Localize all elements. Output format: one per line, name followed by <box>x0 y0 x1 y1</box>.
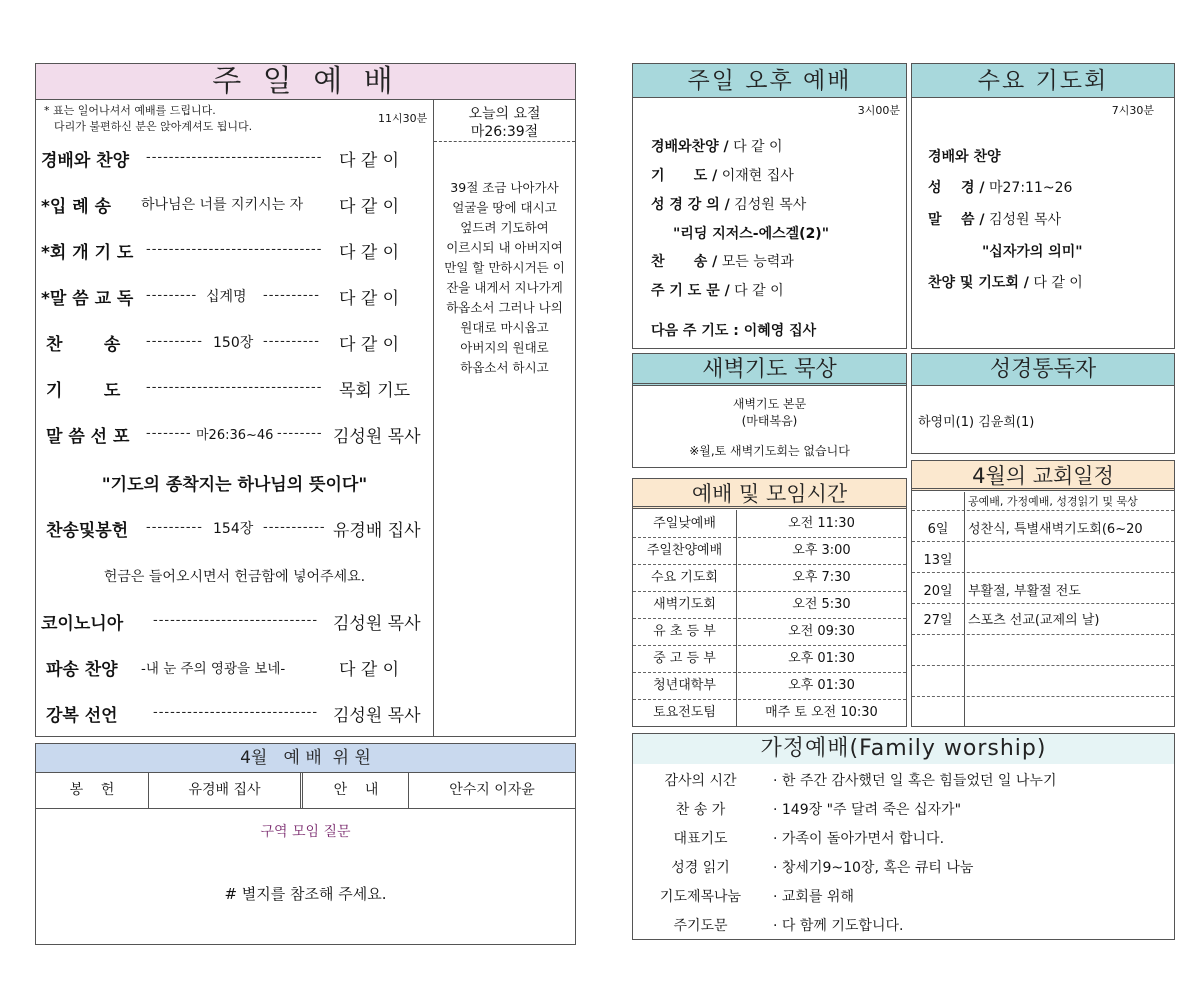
family-value: · 교회를 위해 <box>773 889 854 905</box>
order-label: 말 씀 선 포 <box>46 427 130 447</box>
order-leader: 다 같 이 <box>339 289 400 309</box>
main-service-panel <box>35 63 576 737</box>
verse-line: 하옵소서 하시고 <box>460 360 549 375</box>
order-leader-dots: ----------------------------- <box>153 613 319 628</box>
order-leader: 다 같 이 <box>339 151 400 171</box>
meeting-time: 오후 01:30 <box>788 678 855 693</box>
verse-line: 엎드려 기도하여 <box>460 220 549 235</box>
key-verse-text <box>434 178 575 378</box>
meeting-row <box>633 591 906 619</box>
dawn-line-1: 새벽기도 본문 <box>732 397 807 411</box>
order-leader-dots: -------- <box>146 426 192 441</box>
schedule-event: 스포츠 선교(교제의 날) <box>968 613 1100 628</box>
afternoon-item <box>651 251 794 271</box>
schedule-event: 공예배, 가정예배, 성경읽기 및 묵상 <box>968 495 1138 508</box>
committee-panel <box>35 743 576 945</box>
order-leader: 다 같 이 <box>339 243 400 263</box>
meeting-row <box>633 564 906 592</box>
order-label: 찬 송 <box>46 335 121 355</box>
order-row <box>41 609 431 633</box>
family-value: · 한 주간 감사했던 일 혹은 힘들었던 일 나누기 <box>773 773 1057 789</box>
order-leader: 다 같 이 <box>339 335 400 355</box>
order-leader-dots: ---------- <box>263 288 320 303</box>
meeting-time: 매주 토 오전 10:30 <box>765 705 878 720</box>
order-row <box>41 376 431 400</box>
meeting-time: 오전 11:30 <box>788 516 855 531</box>
key-verse-ref: 마26:39절 <box>470 124 539 140</box>
dawn-title: 새벽기도 묵상 <box>633 354 906 386</box>
family-worship-panel <box>632 733 1175 940</box>
order-leader: 목회 기도 <box>339 381 411 401</box>
meeting-name: 중 고 등 부 <box>633 645 737 672</box>
meeting-name: 주일낮예배 <box>633 510 737 537</box>
meeting-row <box>633 672 906 700</box>
schedule-day: 27일 <box>923 613 953 628</box>
order-leader-dots: --------- <box>146 288 198 303</box>
wednesday-item <box>982 241 1083 261</box>
schedule-event: 성찬식, 특별새벽기도회(6~20 <box>968 522 1143 537</box>
order-label: 찬송및봉헌 <box>46 521 129 541</box>
schedule-row <box>912 510 1174 542</box>
order-leader: 김성원 목사 <box>333 614 421 634</box>
schedule-day: 20일 <box>923 584 953 599</box>
item-label: 찬양 및 기도회 / <box>928 275 1029 291</box>
schedule-event: 부활절, 부활절 전도 <box>968 584 1081 599</box>
order-row <box>41 655 431 679</box>
afternoon-item <box>651 194 806 214</box>
group-question-title: 구역 모임 질문 <box>260 824 351 840</box>
order-label: 강복 선언 <box>46 706 118 726</box>
order-label: 기 도 <box>46 381 121 401</box>
meeting-row <box>633 618 906 646</box>
afternoon-time: 3시00분 <box>857 104 900 117</box>
bible-readers-panel <box>911 353 1175 454</box>
schedule-row <box>912 541 1174 573</box>
order-middle: 하나님은 너를 지키시는 자 <box>141 197 304 213</box>
wednesday-time: 7시30분 <box>1111 104 1154 117</box>
schedule-row <box>912 634 1174 666</box>
family-worship-title: 가정예배(Family worship) <box>633 734 1174 764</box>
order-leader: 다 같 이 <box>339 197 400 217</box>
meeting-name: 청년대학부 <box>633 672 737 699</box>
order-middle: 154장 <box>213 521 254 537</box>
schedule-row <box>912 665 1174 697</box>
schedule-row <box>912 572 1174 604</box>
committee-row <box>36 773 575 809</box>
bible-readers-title: 성경통독자 <box>912 354 1174 386</box>
family-key: 성경 읽기 <box>671 860 730 876</box>
order-leader-dots: ---------- <box>146 334 203 349</box>
meeting-name: 수요 기도회 <box>633 564 737 591</box>
item-value: 다 같 이 <box>734 283 784 299</box>
dawn-prayer-panel <box>632 353 907 468</box>
meeting-time: 오전 09:30 <box>788 624 855 639</box>
family-key: 감사의 시간 <box>664 773 737 789</box>
order-label: 코이노니아 <box>41 614 124 634</box>
wednesday-item <box>928 146 1001 166</box>
order-leader: 유경배 집사 <box>333 521 421 541</box>
order-label: *입 례 송 <box>41 197 111 217</box>
item-value: 마27:11~26 <box>989 180 1073 196</box>
order-leader-dots: ------------------------------- <box>146 380 323 395</box>
meeting-row <box>633 510 906 538</box>
item-value: 다 같 이 <box>733 139 783 155</box>
item-value: 이재현 집사 <box>721 168 794 184</box>
meeting-times-table <box>633 510 906 726</box>
item-label: 기 도 / <box>651 168 718 184</box>
wednesday-item <box>928 177 1072 197</box>
schedule-row <box>912 696 1174 726</box>
order-middle: 마26:36~46 <box>196 428 274 443</box>
wednesday-title: 수요 기도회 <box>912 64 1174 98</box>
meeting-row <box>633 645 906 673</box>
order-row <box>41 192 431 216</box>
order-middle: -내 눈 주의 영광을 보네- <box>141 661 286 677</box>
family-key: 대표기도 <box>673 831 728 847</box>
item-value: "리딩 지저스-에스겔(2)" <box>673 226 830 242</box>
notice-line-2: 다리가 불편하신 분은 앉아계셔도 됩니다. <box>54 120 253 133</box>
order-leader: 김성원 목사 <box>333 427 421 447</box>
order-row <box>41 146 431 170</box>
group-question-note: # 별지를 참조해 주세요. <box>224 885 387 903</box>
meeting-time: 오전 5:30 <box>792 597 851 612</box>
order-row <box>41 284 431 308</box>
afternoon-title: 주일 오후 예배 <box>633 64 906 98</box>
verse-line: 39절 조금 나아가사 <box>450 180 559 195</box>
item-label: 경배와 찬양 <box>928 149 1001 165</box>
bible-readers-names: 하영미(1) 김윤희(1) <box>918 415 1035 430</box>
afternoon-item <box>651 280 784 300</box>
schedule-row <box>912 603 1174 635</box>
order-leader-dots: ------------------------------- <box>146 242 323 257</box>
sermon-title: "기도의 종착지는 하나님의 뜻이다" <box>101 475 368 495</box>
order-row <box>41 422 431 446</box>
meeting-name: 토요전도팀 <box>633 699 737 726</box>
service-time: 11시30분 <box>378 112 428 125</box>
order-label: 파송 찬양 <box>46 660 118 680</box>
family-value: · 창세기9~10장, 혹은 큐티 나눔 <box>773 860 974 876</box>
meeting-name: 유 초 등 부 <box>633 618 737 645</box>
item-value: 김성원 목사 <box>734 197 807 213</box>
notice-line-1: * 표는 일어나셔서 예배를 드립니다. <box>44 104 216 117</box>
item-label: 성 경 강 의 / <box>651 197 730 213</box>
schedule-panel <box>911 460 1175 727</box>
key-verse-column <box>433 100 575 736</box>
order-leader-dots: ---------- <box>146 520 203 535</box>
meeting-name: 새벽기도회 <box>633 591 737 618</box>
afternoon-item <box>651 136 783 156</box>
order-leader-dots: -------- <box>277 426 323 441</box>
item-value: 김성원 목사 <box>989 212 1062 228</box>
order-leader-dots: ---------- <box>263 334 320 349</box>
schedule-day: 6일 <box>927 522 949 537</box>
item-label: 말 씀 / <box>928 212 985 228</box>
verse-line: 잔을 내게서 지나가게 <box>446 280 563 295</box>
key-verse-title: 오늘의 요절 <box>468 106 541 122</box>
order-middle: 150장 <box>213 335 254 351</box>
item-label: 찬 송 / <box>651 254 718 270</box>
item-label: 주 기 도 문 / <box>651 283 730 299</box>
family-key: 찬 송 가 <box>675 802 726 818</box>
next-prayer: 다음 주 기도 : 이혜영 집사 <box>651 323 817 339</box>
verse-line: 하옵소서 그러나 나의 <box>446 300 563 315</box>
guide-names: 안수지 이자윤 <box>449 782 535 798</box>
family-key: 기도제목나눔 <box>659 889 742 905</box>
meeting-times-title: 예배 및 모임시간 <box>633 479 906 509</box>
order-row <box>41 238 431 262</box>
order-leader-dots: ----------- <box>263 520 326 535</box>
afternoon-item <box>673 223 829 243</box>
schedule-day: 13일 <box>923 553 953 568</box>
meeting-row <box>633 699 906 726</box>
offering-label: 봉 헌 <box>36 773 149 808</box>
meeting-time: 오후 7:30 <box>792 570 851 585</box>
item-label: 경배와찬양 / <box>651 139 729 155</box>
afternoon-item <box>651 165 794 185</box>
dawn-line-3: ※월,토 새벽기도회는 없습니다 <box>689 444 850 458</box>
wednesday-item <box>928 209 1061 229</box>
verse-line: 아버지의 원대로 <box>460 340 549 355</box>
committee-title: 4월 예 배 위 원 <box>36 744 575 773</box>
meeting-time: 오후 01:30 <box>788 651 855 666</box>
item-value: 모든 능력과 <box>721 254 794 270</box>
afternoon-service-panel <box>632 63 907 349</box>
order-label: 경배와 찬양 <box>41 151 130 171</box>
order-leader-dots: ------------------------------- <box>146 150 323 165</box>
guide-label: 안 내 <box>304 773 409 808</box>
main-service-title: 주 일 예 배 <box>36 64 575 100</box>
meeting-times-panel <box>632 478 907 727</box>
order-row <box>41 330 431 354</box>
meeting-name: 주일찬양예배 <box>633 537 737 564</box>
meeting-row <box>633 537 906 565</box>
dawn-line-2: (마태복음) <box>741 414 798 428</box>
offering-note: 헌금은 들어오시면서 헌금함에 넣어주세요. <box>103 569 366 585</box>
item-value: "십자가의 의미" <box>982 244 1083 260</box>
wednesday-panel <box>911 63 1175 349</box>
family-value: · 가족이 돌아가면서 합니다. <box>773 831 945 847</box>
verse-line: 이르시되 내 아버지여 <box>446 240 563 255</box>
order-row <box>41 516 431 540</box>
offering-name: 유경배 집사 <box>149 773 303 808</box>
family-key: 주기도문 <box>673 918 728 934</box>
verse-line: 얼굴을 땅에 대시고 <box>452 200 557 215</box>
order-leader: 김성원 목사 <box>333 706 421 726</box>
verse-line: 만일 할 만하시거든 이 <box>444 260 565 275</box>
family-value: · 다 함께 기도합니다. <box>773 918 904 934</box>
order-label: *회 개 기 도 <box>41 243 134 263</box>
order-leader: 다 같 이 <box>339 660 400 680</box>
order-row <box>41 701 431 725</box>
order-leader-dots: ----------------------------- <box>153 705 319 720</box>
verse-line: 원대로 마시옵고 <box>460 320 549 335</box>
schedule-title: 4월의 교회일정 <box>912 461 1174 491</box>
wednesday-item <box>928 272 1083 292</box>
item-value: 다 같 이 <box>1033 275 1083 291</box>
item-label: 성 경 / <box>928 180 985 196</box>
key-verse-divider <box>434 141 575 142</box>
order-label: *말 씀 교 독 <box>41 289 134 309</box>
family-value: · 149장 "주 달려 죽은 십자가" <box>773 802 962 818</box>
order-middle: 십계명 <box>206 289 247 305</box>
meeting-time: 오후 3:00 <box>792 543 851 558</box>
schedule-row <box>912 492 1174 511</box>
